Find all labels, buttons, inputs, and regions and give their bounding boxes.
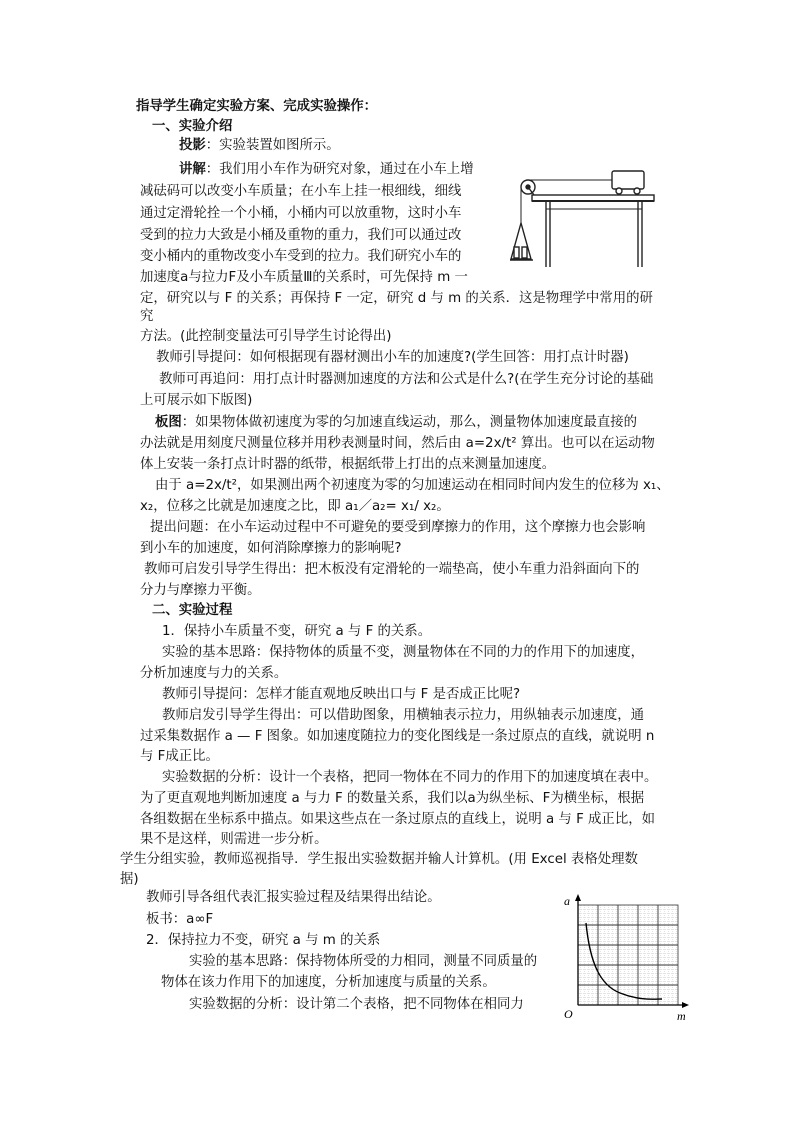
graph-grid — [578, 905, 678, 1005]
y-axis-label: a — [564, 894, 570, 908]
step-2-title: 2．保持拉力不变，研究 a 与 m 的关系 — [146, 933, 381, 948]
section-title-intro: 一、实验介绍 — [152, 119, 233, 134]
lecture-line-3: 受到的拉力大致是小桶及重物的重力，我们可以通过改 — [140, 228, 462, 243]
board-line-1: 办法就是用刻度尺测量位移并用秒表测量时间，然后由 a=2x/t² 算出。也可以在运动物 — [140, 436, 655, 451]
origin-label: O — [564, 1007, 573, 1021]
report-line: 教师引导各组代表汇报实验过程及结果得出结论。 — [146, 890, 441, 905]
idea-1-line-0: 实验的基本思路：保持物体的质量不变，测量物体在不同的力的作用下的加速度， — [162, 645, 645, 660]
inspire-2-line-2: 与 F成正比。 — [140, 749, 219, 764]
step-1-title: 1．保持小车质量不变，研究 a 与 F 的关系。 — [162, 624, 432, 639]
lecture-line-8: 方法。(此控制变量法可引导学生讨论得出) — [140, 329, 392, 344]
section-heading: 指导学生确定实验方案、完成实验操作： — [136, 99, 378, 114]
analysis-2-line: 实验数据的分析：设计第二个表格，把不同物体在相同力 — [189, 997, 524, 1012]
lecture-label: 讲解 — [179, 162, 206, 177]
ratio-line-1: x₂，位移之比就是加速度之比，即 a₁／a₂= x₁/ x₂。 — [140, 499, 450, 514]
projection-paragraph — [179, 136, 340, 156]
a-m-graph — [560, 893, 690, 1023]
section-title-process: 二、实验过程 — [152, 603, 233, 618]
lecture-line-0: 讲解：我们用小车作为研究对象，通过在小车上增 — [179, 162, 474, 177]
ratio-line-0: 由于 a=2x/t²，如果测出两个初速度为零的匀加速运动在相同时间内发生的位移为 x₁、 — [155, 478, 670, 493]
idea-1-line-1: 分析加速度与力的关系。 — [140, 666, 288, 681]
inspire-2-line-0: 教师启发引导学生得出：可以借助图象，用横轴表示拉力，用纵轴表示加速度，通 — [162, 708, 645, 723]
friction-line-0: 提出问题：在小车运动过程中不可避免的要受到摩擦力的作用，这个摩擦力也会影响 — [150, 520, 646, 535]
board-text-2: 板书：a∞F — [146, 912, 214, 927]
lecture-line-2: 通过定滑轮拴一个小桶，小桶内可以放重物，这时小车 — [140, 206, 462, 221]
analysis-1-line-2: 各组数据在坐标系中描点。如果这些点在一条过原点的直线上，说明 a 与 F 成正比，如 — [140, 812, 655, 827]
inspire-line-1: 分力与摩擦力平衡。 — [140, 583, 261, 598]
board-line-0: 板图：如果物体做初速度为零的匀加速直线运动，那么，测量物体加速度最直接的 — [155, 415, 638, 430]
group-line-0: 学生分组实验，教师巡视指导．学生报出实验数据并输人计算机。(用 Excel 表格处理数 — [120, 852, 638, 867]
idea-2-line-0: 实验的基本思路：保持物体所受的力相同，测量不同质量的 — [189, 954, 538, 969]
group-line-1: 据) — [120, 872, 139, 887]
board-label: 板图 — [155, 415, 182, 430]
lecture-line-7: 究 — [140, 309, 154, 324]
cart — [612, 171, 644, 189]
idea-2-line-1: 物体在该力作用下的加速度，分析加速度与质量的关系。 — [161, 975, 496, 990]
lecture-line-1: 减砝码可以改变小车质量；在小车上挂一根细线，细线 — [140, 184, 462, 199]
board-line-2: 体上安装一条打点计时器的纸带，根据纸带上打出的点来测量加速度。 — [140, 457, 556, 472]
teacher-question-3: 教师引导提问：怎样才能直观地反映出口与 F 是否成正比呢? — [162, 687, 521, 702]
lecture-line-5: 加速度a与拉力F及小车质量Ⅲ的关系时，可先保持 m 一 — [140, 270, 468, 285]
teacher-question-2-line-0: 教师可再追问：用打点计时器测加速度的方法和公式是什么?(在学生充分讨论的基础 — [159, 372, 654, 387]
analysis-1-line-3: 果不是这样，则需进一步分析。 — [140, 832, 328, 847]
apparatus-diagram — [510, 163, 660, 275]
lecture-line-4: 变小桶内的重物改变小车受到的拉力。我们研究小车的 — [140, 249, 462, 264]
x-axis-label: m — [677, 1009, 686, 1023]
friction-line-1: 到小车的加速度，如何消除摩擦力的影响呢? — [140, 541, 402, 556]
lecture-line-6: 定，研究以与 F 的关系；再保持 F 一定，研究 d 与 m 的关系．这是物理学中常用的研 — [140, 291, 653, 306]
analysis-1-line-0: 实验数据的分析：设计一个表格，把同一物体在不同力的作用下的加速度填在表中。 — [162, 770, 658, 785]
analysis-1-line-1: 为了更直观地判断加速度 a 与力 F 的数量关系，我们以a为纵坐标、F为横坐标，根据 — [140, 791, 645, 806]
projection-text: ：实验装置如图所示。 — [205, 138, 340, 153]
inspire-2-line-1: 过采集数据作 a — F 图象。如加速度随拉力的变化图线是一条过原点的直线，就说明 n — [140, 729, 655, 744]
teacher-question-2-line-1: 上可展示如下版图) — [140, 393, 253, 408]
projection-label: 投影 — [179, 138, 206, 153]
inspire-line-0: 教师可启发引导学生得出：把木板没有定滑轮的一端垫高，使小车重力沿斜面向下的 — [144, 562, 640, 577]
teacher-question-1: 教师引导提问：如何根据现有器材测出小车的加速度?(学生回答：用打点计时器) — [156, 350, 629, 365]
